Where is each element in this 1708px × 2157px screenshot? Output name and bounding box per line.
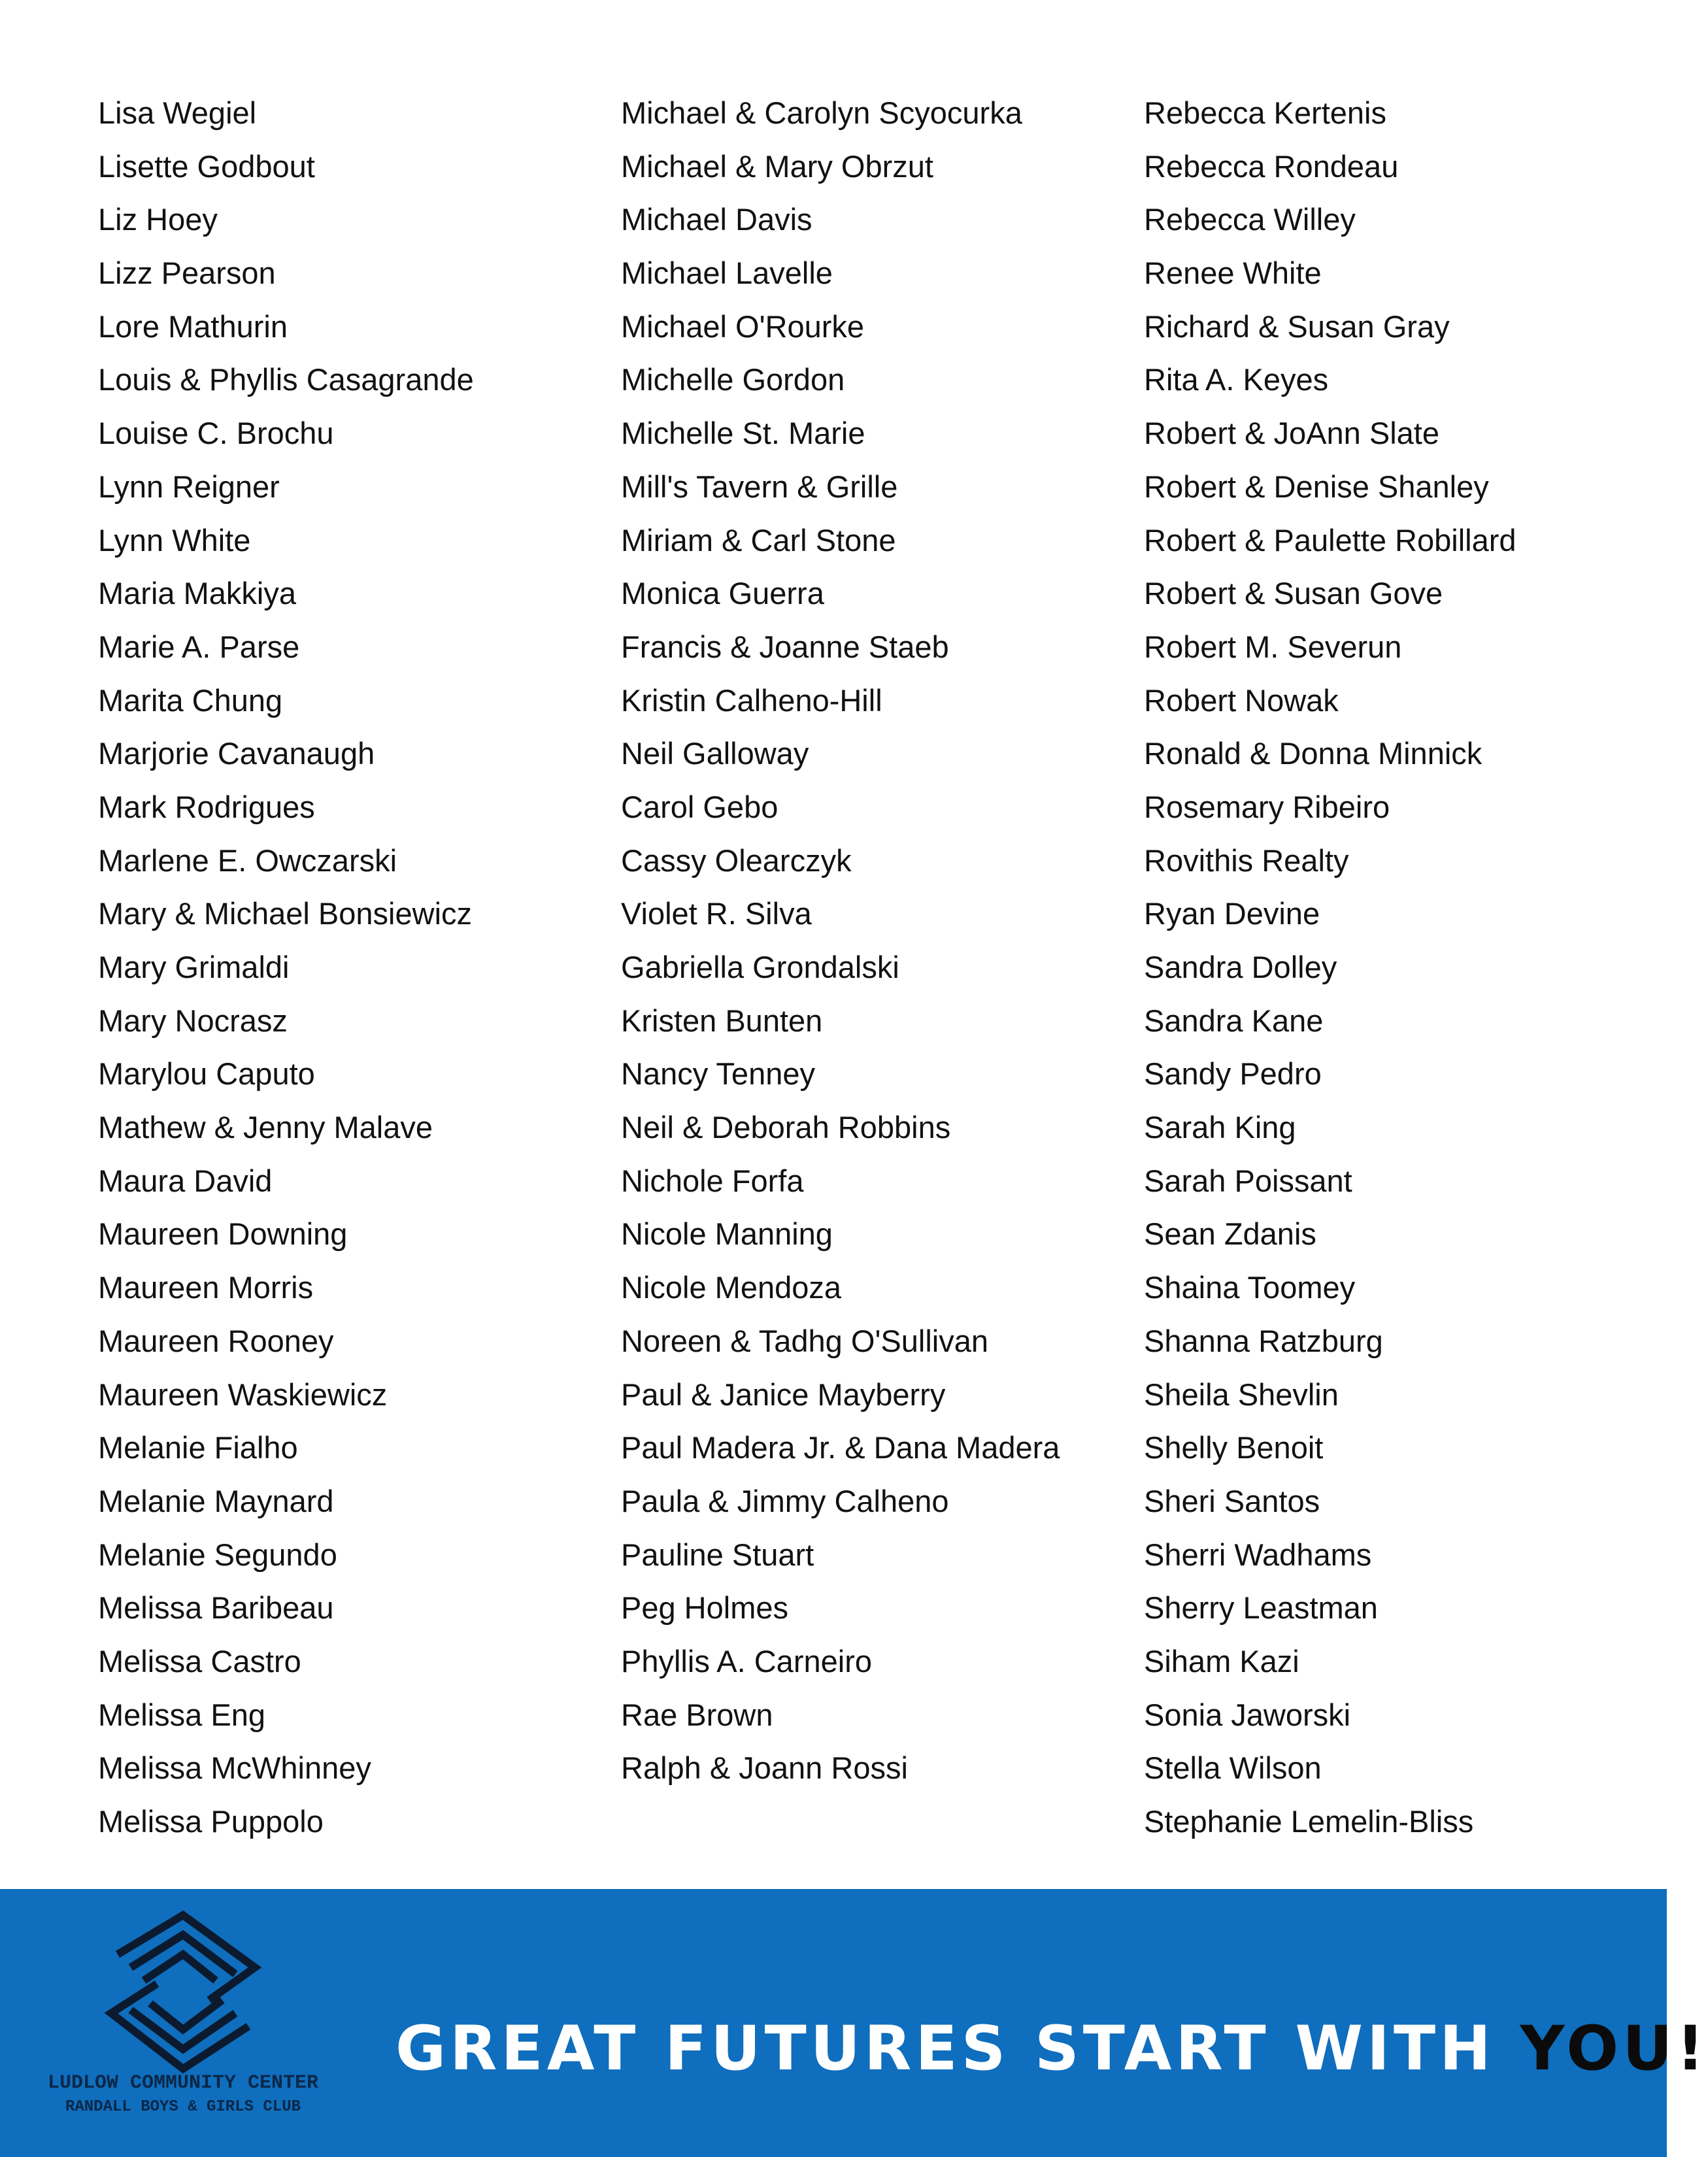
slogan <box>395 2013 1708 2084</box>
donor-name: Neil & Deborah Robbins <box>621 1110 951 1145</box>
donor-name: Sheri Santos <box>1144 1483 1320 1518</box>
donor-name: Ryan Devine <box>1144 896 1320 931</box>
donor-name: Melanie Maynard <box>98 1483 334 1518</box>
donor-name: Melanie Segundo <box>98 1537 337 1572</box>
donor-name: Michael & Carolyn Scyocurka <box>621 95 1022 130</box>
donor-name: Violet R. Silva <box>621 896 812 931</box>
donor-name: Marylou Caputo <box>98 1056 315 1092</box>
donor-name: Sheila Shevlin <box>1144 1377 1339 1412</box>
donor-name: Sarah Poissant <box>1144 1163 1352 1198</box>
donor-name: Rae Brown <box>621 1697 773 1732</box>
donor-column-3 <box>1144 94 1615 1856</box>
donor-name: Melissa Puppolo <box>98 1804 324 1839</box>
donor-name: Carol Gebo <box>621 789 779 824</box>
donor-name: Paula & Jimmy Calheno <box>621 1483 949 1518</box>
slogan-highlight: YOU! <box>1520 2013 1708 2084</box>
donor-name: Maureen Rooney <box>98 1323 334 1358</box>
footer-banner <box>0 1889 1708 2157</box>
donor-name: Michael Davis <box>621 202 812 237</box>
donor-name: Rita A. Keyes <box>1144 362 1329 397</box>
donor-name: Monica Guerra <box>621 576 824 611</box>
donor-name: Rovithis Realty <box>1144 843 1349 878</box>
donor-name: Sandy Pedro <box>1144 1056 1322 1092</box>
donor-name: Gabriella Grondalski <box>621 950 899 984</box>
donor-name: Renee White <box>1144 256 1322 291</box>
donor-name: Mary Nocrasz <box>98 1003 288 1038</box>
donor-name: Maria Makkiya <box>98 576 296 611</box>
donor-name: Robert & Susan Gove <box>1144 576 1443 611</box>
donor-name: Maureen Downing <box>98 1216 348 1252</box>
donor-name: Robert & Denise Shanley <box>1144 469 1489 504</box>
donor-name: Sandra Kane <box>1144 1003 1324 1038</box>
donor-name: Liz Hoey <box>98 202 218 237</box>
donor-name: Mathew & Jenny Malave <box>98 1110 433 1145</box>
slogan-main-text: GREAT FUTURES START WITH <box>395 2013 1520 2084</box>
donor-name: Marita Chung <box>98 682 283 718</box>
donor-name: Sarah King <box>1144 1110 1296 1145</box>
donor-name: Marlene E. Owczarski <box>98 843 397 878</box>
donor-name: Nicole Manning <box>621 1216 833 1252</box>
donor-name: Robert & Paulette Robillard <box>1144 522 1516 558</box>
boys-girls-club-logo-icon <box>78 1915 288 2072</box>
donor-name: Lynn White <box>98 522 251 558</box>
donor-name: Maureen Morris <box>98 1270 314 1305</box>
donor-name: Mark Rodrigues <box>98 789 315 824</box>
donor-name: Mary & Michael Bonsiewicz <box>98 896 473 931</box>
donor-name: Stephanie Lemelin-Bliss <box>1144 1804 1474 1839</box>
donor-name: Sherri Wadhams <box>1144 1537 1372 1572</box>
donor-name: Lisette Godbout <box>98 148 315 184</box>
donor-name: Nicole Mendoza <box>621 1270 842 1305</box>
donor-name: Rebecca Rondeau <box>1144 148 1399 184</box>
donor-name: Michael Lavelle <box>621 256 833 291</box>
donor-name: Paul Madera Jr. & Dana Madera <box>621 1430 1060 1465</box>
donor-name: Melanie Fialho <box>98 1430 298 1465</box>
donor-name: Nancy Tenney <box>621 1056 815 1092</box>
logo-line-2: RANDALL BOYS & GIRLS CLUB <box>65 2098 301 2116</box>
donor-name: Louis & Phyllis Casagrande <box>98 362 474 397</box>
donor-name: Siham Kazi <box>1144 1643 1299 1679</box>
donor-name: Lisa Wegiel <box>98 95 257 130</box>
club-logo <box>26 1915 340 2124</box>
donor-name: Marie A. Parse <box>98 629 300 664</box>
donor-name: Rebecca Kertenis <box>1144 95 1386 130</box>
donor-column-2 <box>621 94 1092 1803</box>
donor-name: Peg Holmes <box>621 1590 788 1626</box>
donor-name: Shelly Benoit <box>1144 1430 1324 1465</box>
donor-name: Neil Galloway <box>621 736 809 771</box>
donor-name: Kristen Bunten <box>621 1003 823 1038</box>
donor-name: Michael & Mary Obrzut <box>621 148 933 184</box>
donor-name: Rebecca Willey <box>1144 202 1356 237</box>
donor-name: Francis & Joanne Staeb <box>621 629 949 664</box>
donor-name: Michelle St. Marie <box>621 416 865 451</box>
donor-name: Lizz Pearson <box>98 256 276 291</box>
donor-name: Michael O'Rourke <box>621 309 865 344</box>
donor-name: Cassy Olearczyk <box>621 843 852 878</box>
donor-name: Miriam & Carl Stone <box>621 522 896 558</box>
donor-name: Nichole Forfa <box>621 1163 804 1198</box>
donor-name: Richard & Susan Gray <box>1144 309 1450 344</box>
donor-name: Robert & JoAnn Slate <box>1144 416 1439 451</box>
donor-list <box>98 94 1601 1859</box>
donor-name: Ralph & Joann Rossi <box>621 1750 908 1786</box>
donor-name: Sonia Jaworski <box>1144 1697 1351 1732</box>
donor-name: Paul & Janice Mayberry <box>621 1377 946 1412</box>
donor-name: Noreen & Tadhg O'Sullivan <box>621 1323 989 1358</box>
donor-name: Shanna Ratzburg <box>1144 1323 1383 1358</box>
donor-name: Sherry Leastman <box>1144 1590 1378 1626</box>
donor-name: Ronald & Donna Minnick <box>1144 736 1482 771</box>
donor-column-1 <box>98 94 569 1856</box>
donor-name: Melissa McWhinney <box>98 1750 371 1786</box>
donor-name: Robert Nowak <box>1144 682 1339 718</box>
donor-name: Mary Grimaldi <box>98 950 290 984</box>
donor-name: Louise C. Brochu <box>98 416 334 451</box>
donor-name: Pauline Stuart <box>621 1537 814 1572</box>
donor-name: Sandra Dolley <box>1144 950 1337 984</box>
donor-name: Mill's Tavern & Grille <box>621 469 898 504</box>
donor-name: Lynn Reigner <box>98 469 280 504</box>
donor-name: Kristin Calheno-Hill <box>621 682 882 718</box>
donor-name: Melissa Castro <box>98 1643 301 1679</box>
logo-line-1: LUDLOW COMMUNITY CENTER <box>47 2072 319 2094</box>
donor-name: Sean Zdanis <box>1144 1216 1316 1252</box>
donor-name: Lore Mathurin <box>98 309 288 344</box>
donor-name: Maureen Waskiewicz <box>98 1377 388 1412</box>
donor-name: Marjorie Cavanaugh <box>98 736 375 771</box>
donor-name: Phyllis A. Carneiro <box>621 1643 872 1679</box>
donor-name: Melissa Baribeau <box>98 1590 334 1626</box>
donor-name: Robert M. Severun <box>1144 629 1402 664</box>
donor-name: Shaina Toomey <box>1144 1270 1356 1305</box>
donor-name: Rosemary Ribeiro <box>1144 789 1390 824</box>
donor-name: Melissa Eng <box>98 1697 265 1732</box>
donor-name: Maura David <box>98 1163 273 1198</box>
donor-name: Michelle Gordon <box>621 362 845 397</box>
donor-name: Stella Wilson <box>1144 1750 1322 1786</box>
